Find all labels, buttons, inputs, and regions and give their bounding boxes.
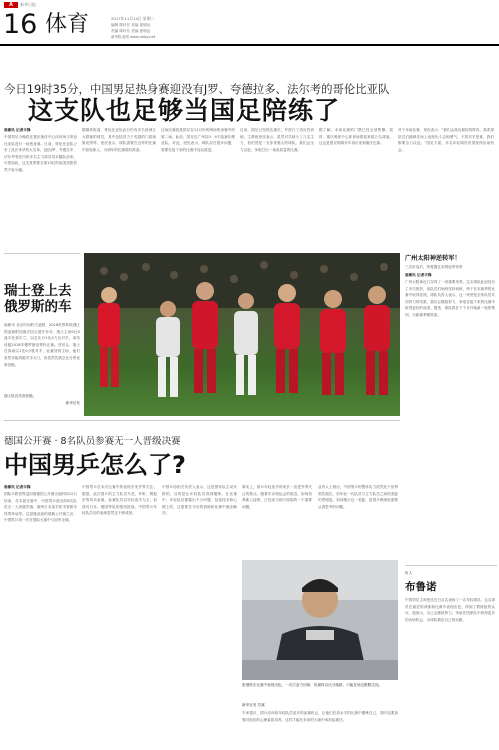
pingpong-col1: 国际乒联世界巡回赛德国公开赛当地时间12日结束，在本届比赛中，中国男乒派出的8名队员无一人晋级决赛，最终日本选手张本智和夺得男单冠军。这是继此前的瑞典公开赛之后，中国男乒再一次在国际大赛中与冠军无缘。 [4, 492, 77, 523]
swiss-photo-credit: 新华社发 [65, 401, 80, 405]
story1-col1: 中国男足今晚将在重庆奥体中心体育场与哥伦比亚队进行一场热身赛。日前，哥伦比亚队公布了此次来华的大名单，包括J罗、夸德拉多、法尔考等在内的多名主力球员均未随队前来。尽管如此，这支世界排名第13位的南美劲旅依然不容小觑。 [4, 135, 77, 172]
column-label: 盯人 [405, 571, 413, 575]
staff-line-2: 责编 陈轩茗 美编 夏明达 [111, 29, 151, 33]
pingpong-col6: 专家建议，国乒应该给年轻队员更多的参赛机会，让他们在高水平的比赛中磨炼自己，同时也要加强对他们的心理素质培养，这样才能在未来的大赛中承担起重任。 [242, 711, 398, 722]
staff-line-1: 编辑 陈轩茗 美编 夏明达 [111, 23, 151, 27]
header-rule [0, 44, 499, 46]
section-title: 体育 [45, 12, 90, 37]
photo-placeholder-icon [242, 560, 398, 680]
pingpong-byline: 南都讯 记者丰锋 [4, 485, 31, 489]
swiss-team-photo [84, 253, 400, 416]
swiss-body: 南都讯 北京时间昨天凌晨，2018世界杯欧洲区预选赛附加赛次回合展开争夺，瑞士主场0比0战平北爱尔兰，以总比分1比0力压对手，成功晋级2018年俄罗斯世界杯正赛。首回合，瑞士在客场以1比0小胜对手，此番回到主场，他们虽然未能攻破对手大门，但依然凭借总比分的优势晋级。 [4, 323, 80, 367]
paper-mark: A [9, 2, 13, 8]
story1-headline: 这支队也足够当国足陪练了 [28, 96, 341, 125]
pingpong-headline: 中国男乒怎么了? [4, 451, 186, 479]
pingpong-col2: 中国男乒在本次比赛中的表现引发外界关注。据悉，此次国乒的主力队员马龙、许昕、樊振东等均未参赛，参赛队员以年轻选手为主，但面对日本、德国等队的强劲挑战，中国男乒年轻队员们的表现显然还不够成熟。 [82, 485, 157, 516]
column-body: 中国男足主帅里皮近日点名表扬了一名年轻球员。这名球员在最近的训练和比赛中表现出色，得到了教练组的认可。他表示，自己会继续努力，争取在国家队中获得更多的出场机会，为球队做出自己的贡献。 [405, 598, 495, 622]
column-top-rule [405, 565, 497, 566]
story1-col6: 对于本场比赛，里皮表示：“我们会派出最好的阵容，我希望队员们能够在场上表现出斗志和勇气，不管对手是谁，我们都要全力以赴。”国足方面，多名年轻球员有望获得出场机会。 [398, 128, 494, 152]
contact-line: 新华报业网 www.xhby.net [111, 35, 156, 39]
pingpong-top-rule [4, 420, 400, 421]
swiss-caption: 瑞士队员庆祝晋级。 [4, 394, 37, 398]
story1-byline: 南都讯 记者丰锋 [4, 128, 31, 132]
pingpong-kicker: 德国公开赛 · 8名队员参赛无一人晋级决赛 [4, 436, 181, 447]
pingpong-col3: 中国乒协相关负责人表示，这是国家队主动安排的，目的是让年轻队员得到锻炼。在比赛中，年轻队员暴露出不少问题，包括技术和心理上的，这需要在今后的训练和比赛中逐步解决。 [162, 485, 237, 516]
swiss-headline-line1: 瑞士登上去 [4, 283, 72, 299]
guangzhou-headline: 广州太阳神逆转军！ [405, 255, 461, 262]
pingpong-col5: 业内人士指出，中国男乒的整体实力依然处于世界领先地位，但年轻一代队员与主力队员之间的差距仍然明显。如何缩小这一差距，是国乒教练组需要认真思考的问题。 [318, 485, 398, 509]
issue-date: 2017年11月14日 星期二 [111, 16, 155, 21]
pingpong-photo-credit: 新华社发 苏斌 [242, 703, 265, 707]
page-number: 16 [3, 9, 38, 40]
guangzhou-body: 广州太阳神近日夺得了一项重要荣誉。这支球队此前经历了多次挫折，但队员们始终坚持训练，终于在本赛季的比赛中取得佳绩。球队负责人表示，这一荣誉是全体队员共同努力的结果，我们会继续努力，争取在接下来的比赛中取得更好的成绩。据悉，球队将在下个月开始新一轮的集训，为新赛季做准备。 [405, 280, 495, 317]
pingpong-player-photo [242, 560, 398, 680]
story1-col2: 据媒体报道，哥伦比亚队此行仍有多名欧洲五大联赛的球员，其中包括效力于英超的门将奥斯皮纳等。里皮表示，球队需要在这样的比赛中检验新人，为明年的比赛做好准备。 [82, 128, 156, 152]
story1-col5: 据了解，本场比赛的门票已经全部售罄。届时，重庆奥体中心体育场将迎来数万名球迷。这也是国足时隔多年再次来到重庆比赛。 [319, 128, 393, 146]
column-title: 布鲁诺 [405, 581, 437, 593]
swiss-top-rule [4, 253, 80, 254]
pingpong-caption: 张继科在比赛中表现出色，一次次奋力回球，但最终以比分落败，只能在场边默默注视。 [242, 683, 383, 687]
swiss-headline-line2: 俄罗斯的车 [4, 299, 72, 315]
guangzhou-byline: 南都讯 记者丰锋 [405, 273, 432, 277]
story1-col4: 目前，国足已经抵达重庆，并进行了适应性训练。主教练里皮表示，虽然对手缺少了几名主力，但仍然是一支非常强大的球队。我们会全力以赴，争取打出一场高质量的比赛。 [240, 128, 314, 152]
masthead-mark [4, 2, 18, 8]
story1-kicker: 今日19时35分，中国男足热身赛迎没有J罗、夸德拉多、法尔考的哥伦比亚队 [4, 82, 390, 96]
pingpong-col4: 事实上，国乒年轻选手的成长一直是外界关注的焦点。随着东京奥运会的临近，如何培养新人接班，已经成为国乒面临的一个重要问题。 [242, 485, 312, 509]
photo-placeholder-icon [84, 253, 400, 416]
story1-col3: 这场比赛将是国足在11月份的两场热身赛中的第二场。此前，国足在广州以0：4不敌塞尔维亚队。对此，里皮表示，球队存在很多问题，需要在接下来的比赛中加以改进。 [161, 128, 235, 152]
paper-name: 新华日报 [20, 2, 36, 7]
guangzhou-kicker: 三次折返后，终将握住本网冠军荣誉 [405, 265, 463, 269]
